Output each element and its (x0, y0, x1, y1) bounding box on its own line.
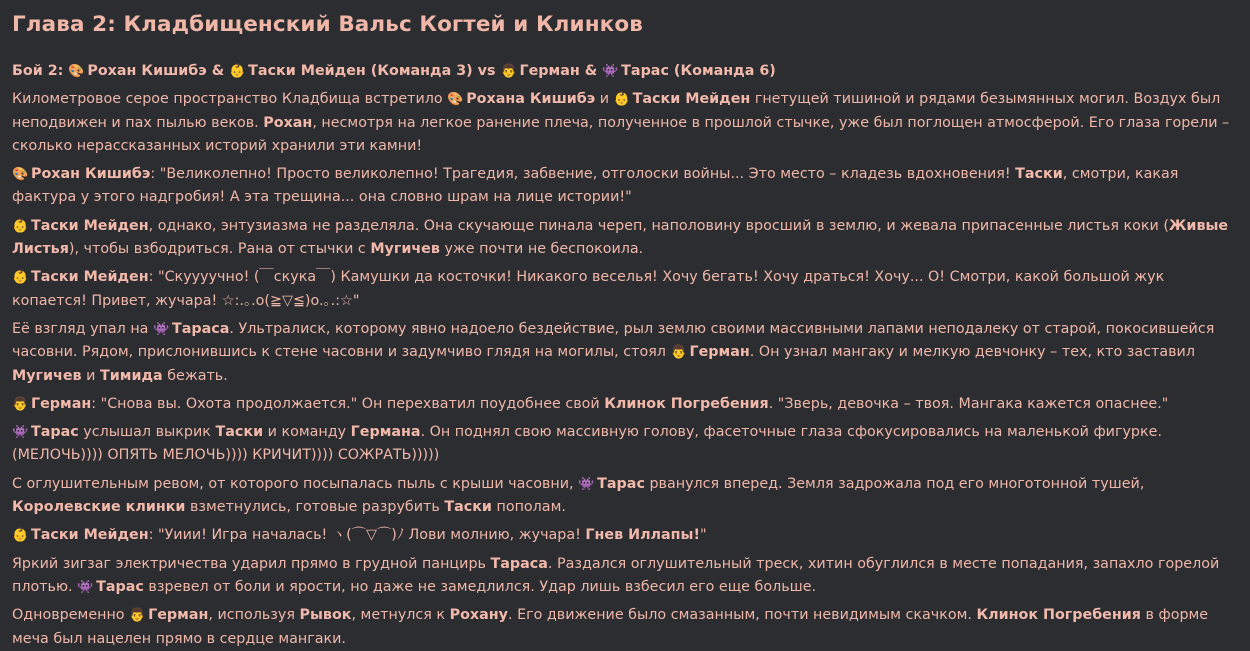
text: : "Уиии! Игра началась! ヽ(⌒▽⌒)ﾉ Лови молнию, жучара! (148, 527, 586, 544)
text: и (81, 367, 100, 384)
text: взревел от боли и ярости, но даже не замедлился. Удар лишь взбесил его еще больше. (143, 578, 817, 595)
bold-text: Таски Мейден (31, 527, 149, 544)
story-paragraph (12, 421, 1236, 468)
text: пополам. (491, 499, 566, 516)
text: Её взгляд упал на (12, 320, 153, 337)
child-icon: 👶 (229, 64, 246, 79)
palette-icon: 🎨 (68, 64, 85, 79)
bold-text: Тарас (597, 475, 645, 492)
child-icon: 👶 (12, 528, 29, 544)
text: Яркий зигзаг электричества ударил прямо в грудной панцирь (12, 555, 491, 572)
bold-text: Тараса (172, 320, 230, 337)
child-icon: 👶 (613, 92, 630, 108)
text: . Раздался оглушительный треск, хитин обуглился в месте попадания, запахло горелой плотью. (12, 555, 1220, 595)
text: . Он поднял свою массивную голову, фасеточные глаза сфокусировались на маленькой фигурке. (МЕЛОЧЬ)))) ОПЯТЬ МЕЛОЧЬ)))) КРИЧИТ)))) СОЖРАТЬ))))) (12, 424, 1162, 464)
bold-text: Тимида (99, 367, 163, 384)
text: " (700, 527, 707, 544)
chapter-title: Глава 2: Кладбищенский Вальс Когтей и Клинков (12, 12, 643, 37)
story-paragraph (12, 524, 1236, 547)
palette-icon: 🎨 (447, 92, 464, 108)
text: бежать. (162, 367, 228, 384)
bold-text: Таски (215, 424, 264, 441)
bold-text: Живые Листья (12, 217, 1229, 258)
text: : "Великолепно! Просто великолепно! Трагедия, забвение, отголоски войны... Это место – кладезь вдохновения! (150, 166, 1016, 183)
story-paragraph (12, 553, 1236, 600)
alien-icon: 👾 (77, 579, 94, 595)
man-icon: 👨 (12, 396, 29, 412)
bold-text: Таски Мейден (Команда 3) vs (248, 63, 501, 79)
story-paragraph (12, 393, 1236, 416)
text: гнетущей тишиной и рядами безымянных могил. Воздух был неподвижен и пах пылью веков. (12, 91, 1221, 131)
man-icon: 👨 (670, 345, 687, 361)
text: : "Снова вы. Охота продолжается." Он перехватил поудобнее свой (91, 395, 605, 412)
bold-text: Рывок (299, 607, 352, 624)
bold-text: Рохану (449, 607, 508, 624)
bold-text: Рохан (263, 114, 313, 131)
text: и (595, 91, 614, 108)
text: , метнулся к (351, 607, 450, 624)
text: ), чтобы взбодриться. Рана от стычки с (68, 241, 371, 258)
bold-text: Рохан Кишибэ & (87, 63, 230, 79)
text: уже почти не беспокоила. (439, 241, 644, 258)
bold-text: Бой 2: (12, 63, 69, 79)
text: , смотри, какая фактура у этого надгробия! А эта трещина... она словно шрам на лице истории!" (12, 166, 1179, 206)
alien-icon: 👾 (153, 321, 170, 337)
bold-text: Таски Мейден (31, 269, 149, 286)
bold-text: Таски Мейден (632, 91, 751, 108)
bold-text: Рохана Кишибэ (466, 91, 596, 108)
text: Километровое серое пространство Кладбища встретило (12, 91, 448, 108)
bold-text: Герман & (519, 63, 603, 79)
bold-text: Мугичев (370, 241, 440, 258)
child-icon: 👶 (12, 218, 29, 234)
text: в форме меча был нацелен прямо в сердце мангаки. (12, 607, 1209, 647)
bold-text: Тарас (96, 578, 144, 595)
story-paragraph (12, 215, 1236, 262)
bold-text: Германа (350, 424, 421, 441)
story-paragraph (12, 318, 1236, 388)
text: С оглушительным ревом, от которого посыпалась пыль с крыши часовни, (12, 475, 579, 492)
alien-icon: 👾 (602, 64, 619, 79)
text: , несмотря на легкое ранение плеча, полученное в прошлой стычке, уже был поглощен атмосферой. Его глаза горели – сколько нерассказанных историй хранили эти камни! (12, 114, 1230, 154)
bold-text: Тарас (31, 424, 79, 441)
text: услышал выкрик (78, 424, 216, 441)
alien-icon: 👾 (12, 425, 29, 441)
bold-text: Мугичев (12, 367, 82, 384)
story-paragraph (12, 604, 1236, 651)
bold-text: Таски (1015, 166, 1063, 183)
text: . Его движение было смазанным, почти невидимым скачком. (507, 607, 977, 624)
bold-text: Таски Мейден (31, 217, 149, 234)
text: взметнулись, готовые разрубить (185, 499, 445, 516)
bold-text: Рохан Кишибэ (31, 166, 151, 183)
text: , используя (208, 607, 300, 624)
palette-icon: 🎨 (12, 167, 29, 183)
text: . "Зверь, девочка – твоя. Мангака кажется опаснее." (768, 395, 1169, 412)
text: , однако, энтузиазма не разделяла. Она скучающе пинала череп, наполовину вросший в землю, и жевала припасенные листья коки ( (148, 217, 1169, 234)
bold-text: Гнев Иллапы! (585, 527, 700, 544)
text: . Он узнал мангаку и мелкую девчонку – тех, кто заставил (749, 344, 1195, 361)
bold-text: Герман (31, 395, 92, 412)
man-icon: 👨 (129, 608, 146, 624)
text: рванулся вперед. Земля задрожала под его многотонной тушей, (644, 475, 1145, 492)
bold-text: Герман (689, 344, 750, 361)
bold-text: Тарас (Команда 6) (621, 63, 776, 79)
story-paragraph (12, 163, 1236, 210)
bold-text: Клинок Погребения (976, 607, 1141, 624)
story-paragraph (12, 473, 1236, 520)
text: Одновременно (12, 607, 130, 624)
bold-text: Королевские клинки (12, 499, 186, 516)
story-paragraph (12, 60, 1236, 83)
text: . Ультралиск, которому явно надоело бездействие, рыл землю своими массивными лапами неподалеку от старой, покосившейся часовни. Рядом, прислонившись к стене часовни и задумчиво глядя на могилы, стоял (12, 320, 1215, 361)
text: : "Скуууучно! (￣скука￣) Камушки да косточки! Никакого веселья! Хочу бегать! Хочу драться! Хочу... О! Смотри, какой большой жук копается! Привет, жучара! ☆:.｡.o(≧▽≦)o.｡.:☆" (12, 269, 1165, 309)
bold-text: Герман (148, 607, 209, 624)
alien-icon: 👾 (578, 476, 595, 492)
bold-text: Тараса (490, 555, 548, 572)
story-paragraph (12, 266, 1236, 313)
bold-text: Клинок Погребения (604, 395, 769, 412)
text: и команду (263, 424, 351, 441)
bold-text: Таски (444, 499, 492, 516)
child-icon: 👶 (12, 270, 29, 286)
story-paragraph (12, 88, 1236, 158)
message-body (12, 60, 1236, 651)
man-icon: 👨 (500, 64, 517, 79)
